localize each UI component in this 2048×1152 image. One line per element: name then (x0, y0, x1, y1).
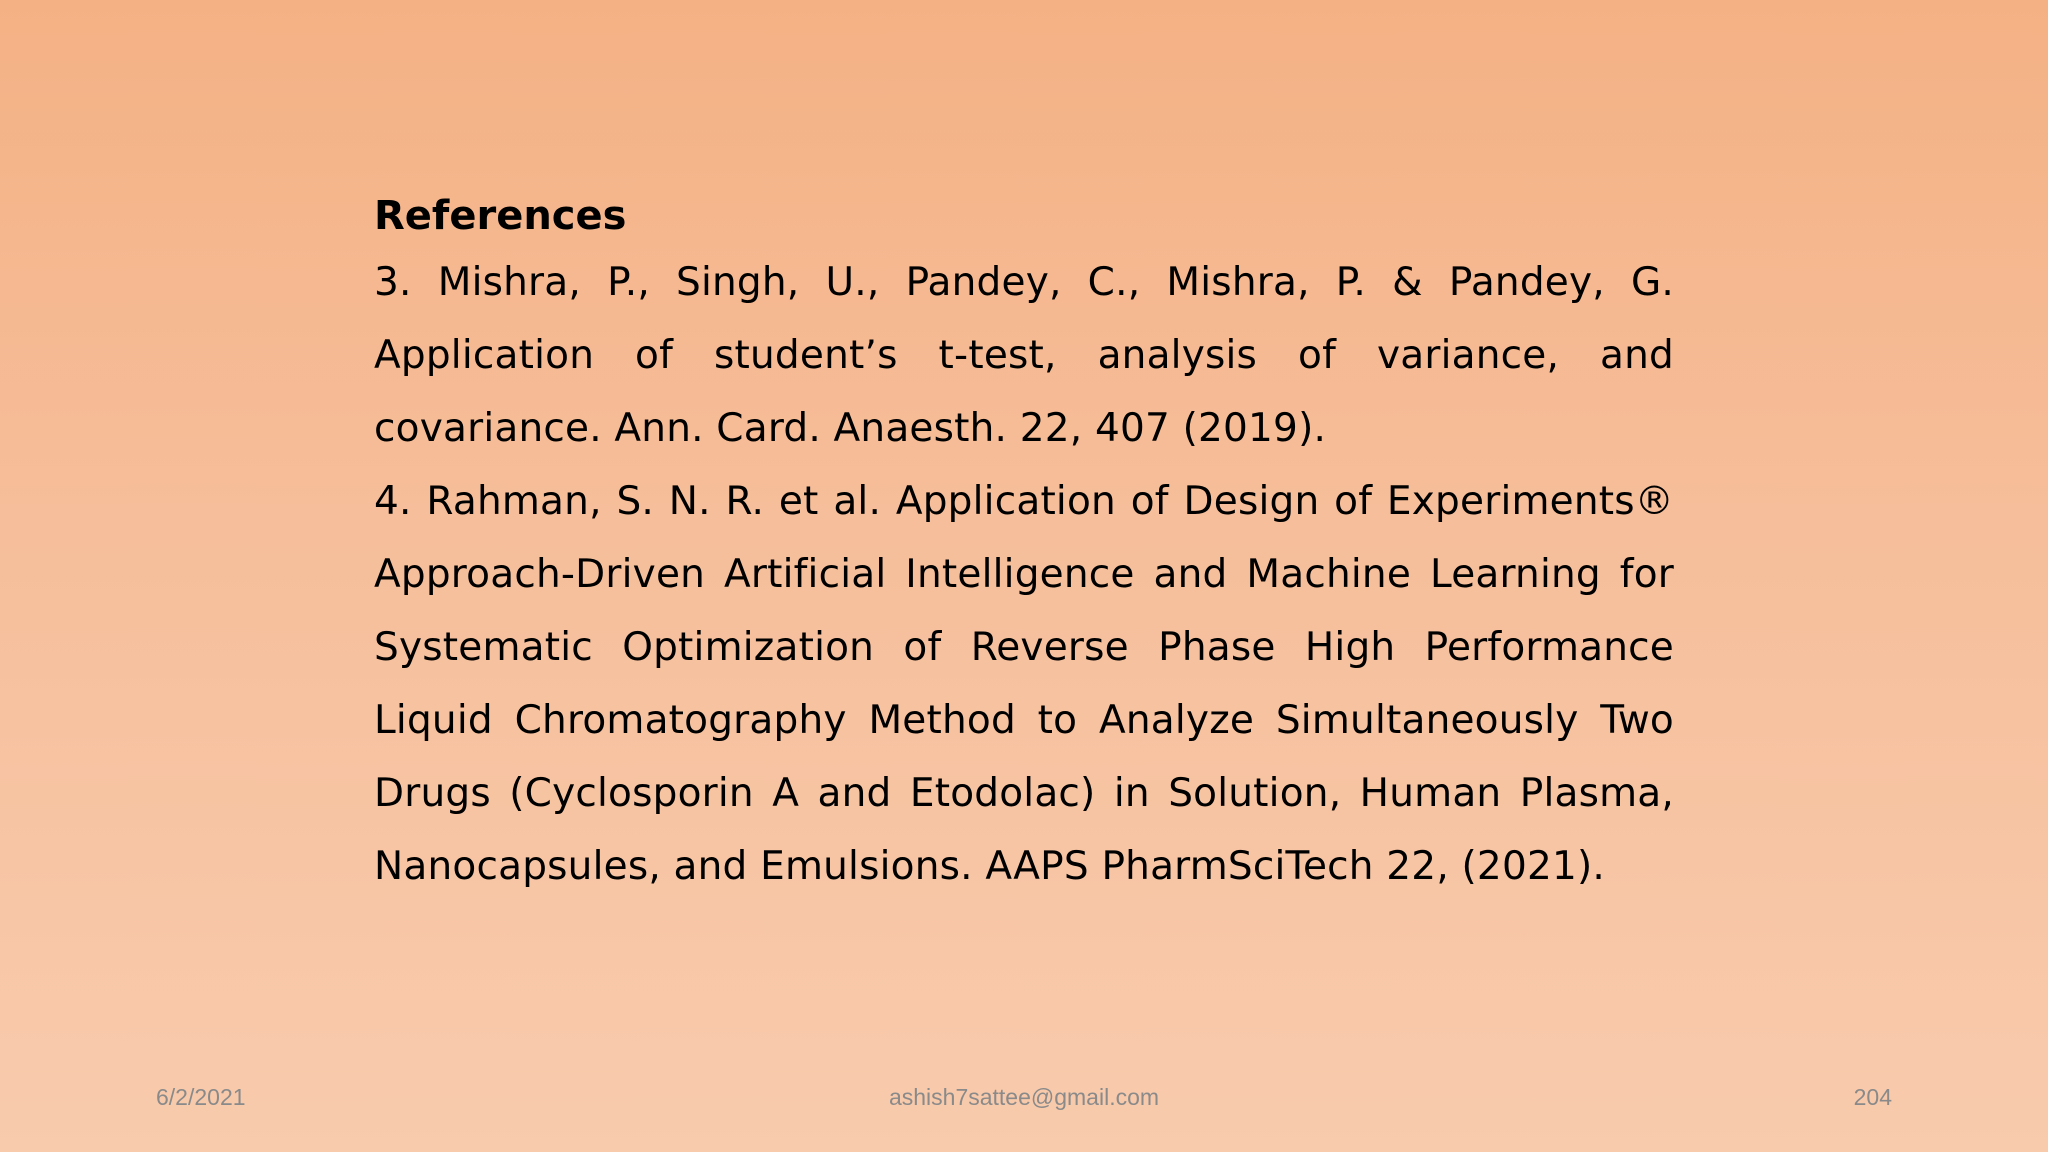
footer-page-number: 204 (1853, 1084, 1892, 1110)
footer-date: 6/2/2021 (156, 1084, 246, 1110)
slide-content (374, 186, 1674, 903)
footer-email: ashish7sattee@gmail.com (888, 1084, 1160, 1110)
reference-item-3: 3. Mishra, P., Singh, U., Pandey, C., Mishra, P. & Pandey, G. Application of student’s t-test, analysis of variance, and covariance. Ann. Card. Anaesth. 22, 407 (2019). (374, 260, 1674, 451)
slide-heading: References (374, 193, 627, 239)
reference-item-4: 4. Rahman, S. N. R. et al. Application of Design of Experiments® Approach-Driven Artificial Intelligence and Machine Learning for Systematic Optimization of Reverse Phase High Performance Liquid Chromatography Method to Analyze Simultaneously Two Drugs (Cyclosporin A and Etodolac) in Solution, Human Plasma, Nanocapsules, and Emulsions. AAPS PharmSciTech 22, (2021). (374, 479, 1674, 889)
